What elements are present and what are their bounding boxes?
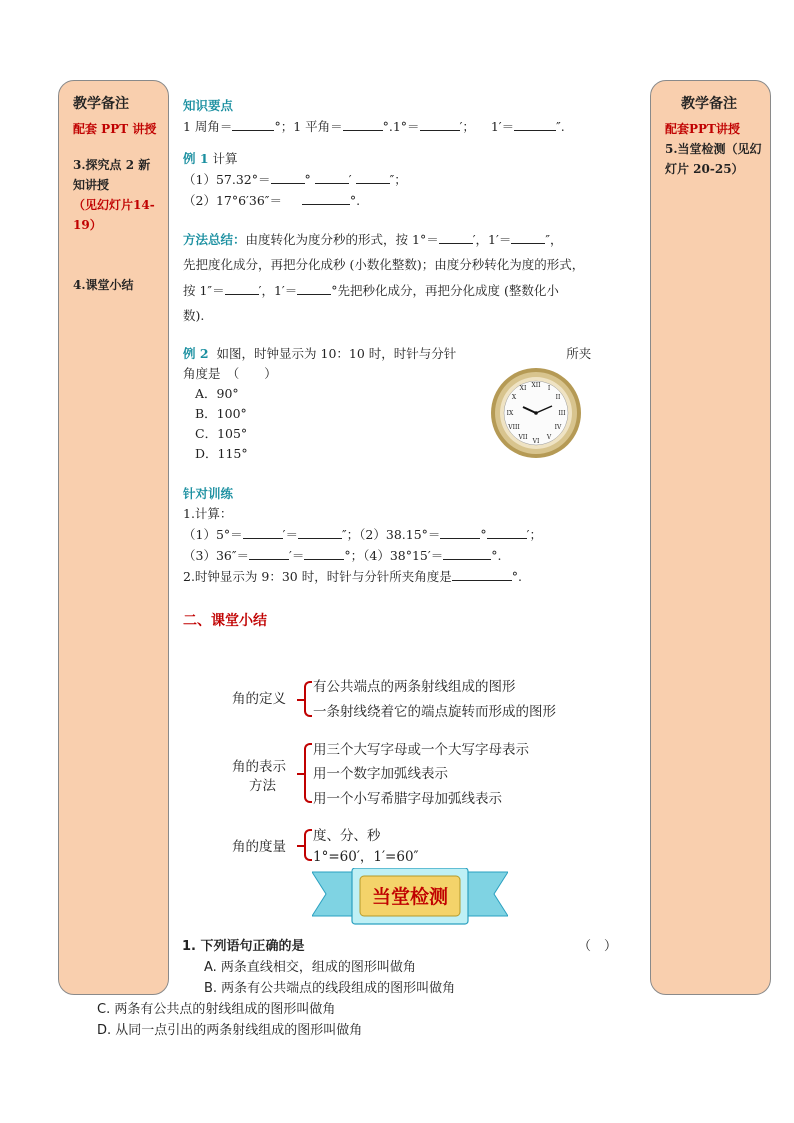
blank-field (514, 116, 556, 131)
example2-option-d: D．115° (195, 446, 248, 461)
example1-title: 例 1 计算 (183, 151, 238, 166)
left-notes-section-1: 3.探究点 2 新知讲授 (73, 158, 151, 192)
banner-text: 当堂检测 (371, 886, 448, 908)
example1-item1: （1）57.32°＝ ° ′ ″； (183, 169, 639, 190)
blank-field (297, 280, 331, 295)
svg-text:IX: IX (506, 410, 514, 417)
practice-heading: 针对训练 (183, 486, 234, 501)
summary-rep-label-2: 方法 (249, 778, 276, 794)
blank-field (511, 229, 545, 244)
right-notes-line1: 配套PPT讲授 (665, 122, 740, 136)
right-notes-title: 教学备注 (681, 96, 737, 112)
summary-rep-item-2: 用一个数字加弧线表示 (313, 766, 448, 782)
knowledge-heading: 知识要点 (183, 98, 234, 113)
method-line1: 方法总结：由度转化为度分秒的形式，按 1°＝ ′，1′＝ ″， (183, 229, 639, 250)
practice-q2: 2.时钟显示为 9：30 时，时针与分针所夹角度是 °. (183, 566, 639, 587)
blank-field (243, 524, 283, 539)
blank-field (315, 169, 349, 184)
quiz-q1-paren: （ ） (578, 939, 618, 954)
rep-brace (304, 743, 312, 803)
blank-field (452, 566, 512, 581)
example2-option-b: B．100° (195, 406, 247, 421)
quiz-option-d: D. 从同一点引出的两条射线组成的图形叫做角 (97, 1023, 363, 1038)
summary-meas-item-2: 1°=60′，1′=60″ (313, 849, 419, 865)
example2-option-a: A．90° (195, 386, 239, 401)
blank-field (343, 116, 383, 131)
example2-question-cont: 角度是 （ ） (183, 366, 277, 381)
summary-rep-item-3: 用一个小写希腊字母加弧线表示 (313, 791, 502, 807)
right-notes-line2: 5.当堂检测（见幻灯片 20-25） (665, 142, 762, 176)
svg-text:IV: IV (554, 424, 562, 431)
blank-field (225, 280, 259, 295)
blank-field (232, 116, 274, 131)
practice-label: 1.计算： (183, 506, 233, 521)
clock-image (490, 367, 582, 459)
blank-field (420, 116, 460, 131)
left-notes-section-1-ref: （见幻灯片14-19） (73, 198, 155, 232)
blank-field (271, 169, 305, 184)
quiz-option-b: B. 两条有公共端点的线段组成的图形叫做角 (204, 981, 456, 996)
def-brace (304, 681, 312, 717)
blank-field (487, 524, 527, 539)
svg-text:V: V (546, 434, 552, 441)
practice-row1: （1）5°＝ ′＝ ″；（2）38.15°＝ ° ′； (183, 524, 639, 545)
svg-text:XI: XI (519, 385, 527, 392)
example1-item2: （2）17°6′36″＝ °. (183, 190, 639, 211)
main-content (183, 96, 639, 631)
example2-option-c: C．105° (195, 426, 248, 441)
blank-field (439, 229, 473, 244)
blank-field (443, 545, 491, 560)
blank-field (440, 524, 480, 539)
svg-text:VII: VII (518, 434, 528, 441)
blank-field (304, 545, 344, 560)
svg-text:X: X (511, 394, 517, 401)
summary-heading: 二、课堂小结 (183, 613, 267, 629)
right-notes-panel (650, 80, 771, 995)
blank-field (298, 524, 342, 539)
quiz-option-c: C. 两条有公共点的射线组成的图形叫做角 (97, 1002, 336, 1017)
left-notes-panel (58, 80, 169, 995)
example2-question: 例 2 如图，时钟显示为 10：10 时，时针与分针 所夹 (183, 346, 592, 361)
svg-text:III: III (558, 410, 566, 417)
left-notes-line1: 配套 PPT 讲授 (73, 122, 157, 136)
blank-field (356, 169, 390, 184)
practice-row2: （3）36″＝ ′＝ °；（4）38°15′＝ °. (183, 545, 639, 566)
svg-text:II: II (555, 394, 561, 401)
meas-brace (304, 829, 312, 861)
left-notes-section-2: 4.课堂小结 (73, 278, 134, 292)
blank-field (302, 190, 350, 205)
summary-rep-item-1: 用三个大写字母或一个大写字母表示 (313, 742, 529, 758)
svg-text:I: I (547, 385, 551, 392)
method-line4: 数). (183, 308, 205, 323)
method-line3: 按 1″＝ ′，1′＝ °先把秒化成分，再把分化成度 (整数化小 (183, 280, 639, 301)
blank-field (249, 545, 289, 560)
method-line2: 先把度化成分，再把分化成秒 (小数化整数)；由度分秒转化为度的形式， (183, 257, 585, 272)
left-notes-title: 教学备注 (73, 96, 129, 112)
quiz-option-a: A. 两条直线相交，组成的图形叫做角 (204, 960, 416, 975)
summary-def-item-1: 有公共端点的两条射线组成的图形 (313, 679, 516, 695)
summary-def-item-2: 一条射线绕着它的端点旋转而形成的图形 (313, 704, 556, 720)
svg-text:XII: XII (531, 382, 541, 389)
svg-text:VI: VI (532, 438, 540, 445)
summary-meas-item-1: 度、分、秒 (313, 828, 381, 844)
summary-def-label: 角的定义 (232, 691, 286, 707)
knowledge-line: 1 周角＝ °；1 平角＝ °.1°＝ ′； 1′＝ ″. (183, 116, 639, 137)
summary-meas-label: 角的度量 (232, 839, 286, 855)
svg-text:VIII: VIII (508, 424, 520, 431)
summary-rep-label-1: 角的表示 (232, 759, 286, 775)
quiz-q1: 1. 下列语句正确的是 (182, 939, 305, 954)
